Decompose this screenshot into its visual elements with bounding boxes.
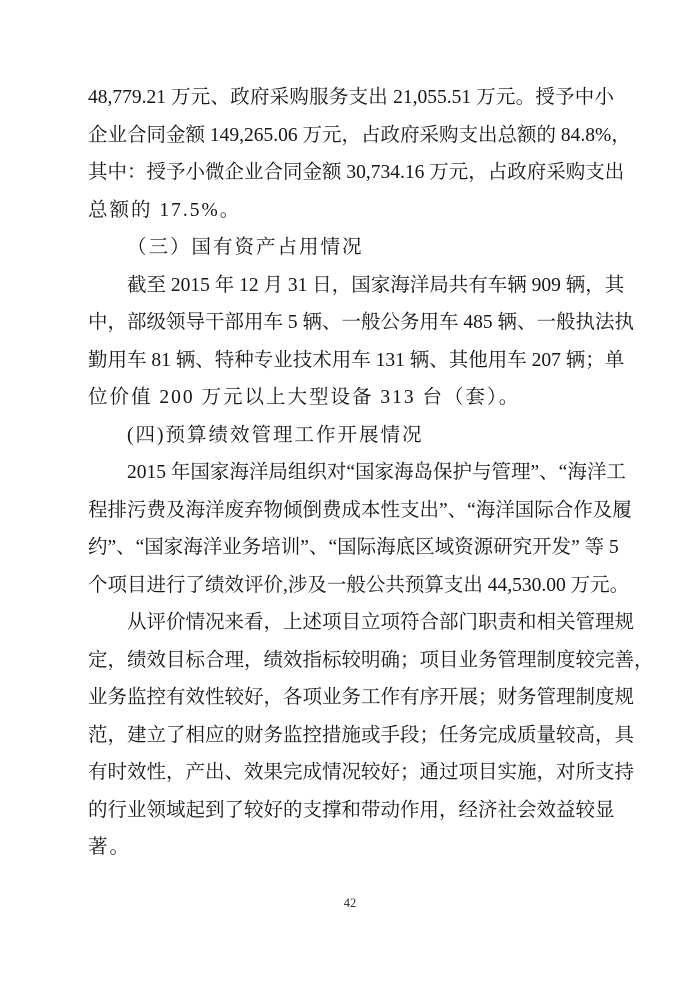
text-line: 勤用车 81 辆、特种专业技术用车 131 辆、其他用车 207 辆；单 [88,349,625,371]
text-line: 位价值 200 万元以上大型设备 313 台（套）。 [88,387,521,408]
text-line: 有时效性，产出、效果完成情况较好；通过项目实施，对所支持 [88,762,635,783]
text-line: 业务监控有效性较好，各项业务工作有序开展；财务管理制度规 [88,687,635,708]
text-line: 企业合同金额 149,265.06 万元，占政府采购支出总额的 84.8%， [88,124,631,146]
text-line: 从评价情况来看，上述项目立项符合部门职责和相关管理规 [127,612,635,633]
section-heading: (四)预算绩效管理工作开展情况 [127,424,424,446]
text-line: 截至 2015 年 12 月 31 日，国家海洋局共有车辆 909 辆，其 [127,274,625,296]
text-line: 个项目进行了绩效评价,涉及一般公共预算支出 44,530.00 万元。 [88,574,630,596]
text-line: 2015 年国家海洋局组织对“国家海岛保护与管理”、“海洋工 [127,462,626,483]
text-line: 48,779.21 万元、政府采购服务支出 21,055.51 万元。授予中小 [88,87,614,108]
text-line: 范，建立了相应的财务监控措施或手段；任务完成质量较高，具 [88,724,635,746]
text-line: 约”、“国家海洋业务培训”、“国际海底区域资源研究开发” 等 5 [88,537,619,558]
section-heading: （三）国有资产占用情况 [127,237,364,258]
text-line: 著。 [88,837,132,858]
page-number: 42 [343,896,357,910]
text-line: 程排污费及海洋废弃物倾倒费成本性支出”、“海洋国际合作及履 [88,499,632,521]
text-line: 其中：授予小微企业合同金额 30,734.16 万元，占政府采购支出 [88,162,625,183]
text-line: 中，部级领导干部用车 5 辆、一般公务用车 485 辆、一般执法执 [88,312,635,333]
text-line: 定，绩效目标合理，绩效指标较明确；项目业务管理制度较完善， [88,649,654,671]
document-body [88,79,654,867]
text-line: 的行业领域起到了较好的支撑和带动作用，经济社会效益较显 [88,799,615,821]
text-line: 总额的 17.5%。 [88,199,242,221]
